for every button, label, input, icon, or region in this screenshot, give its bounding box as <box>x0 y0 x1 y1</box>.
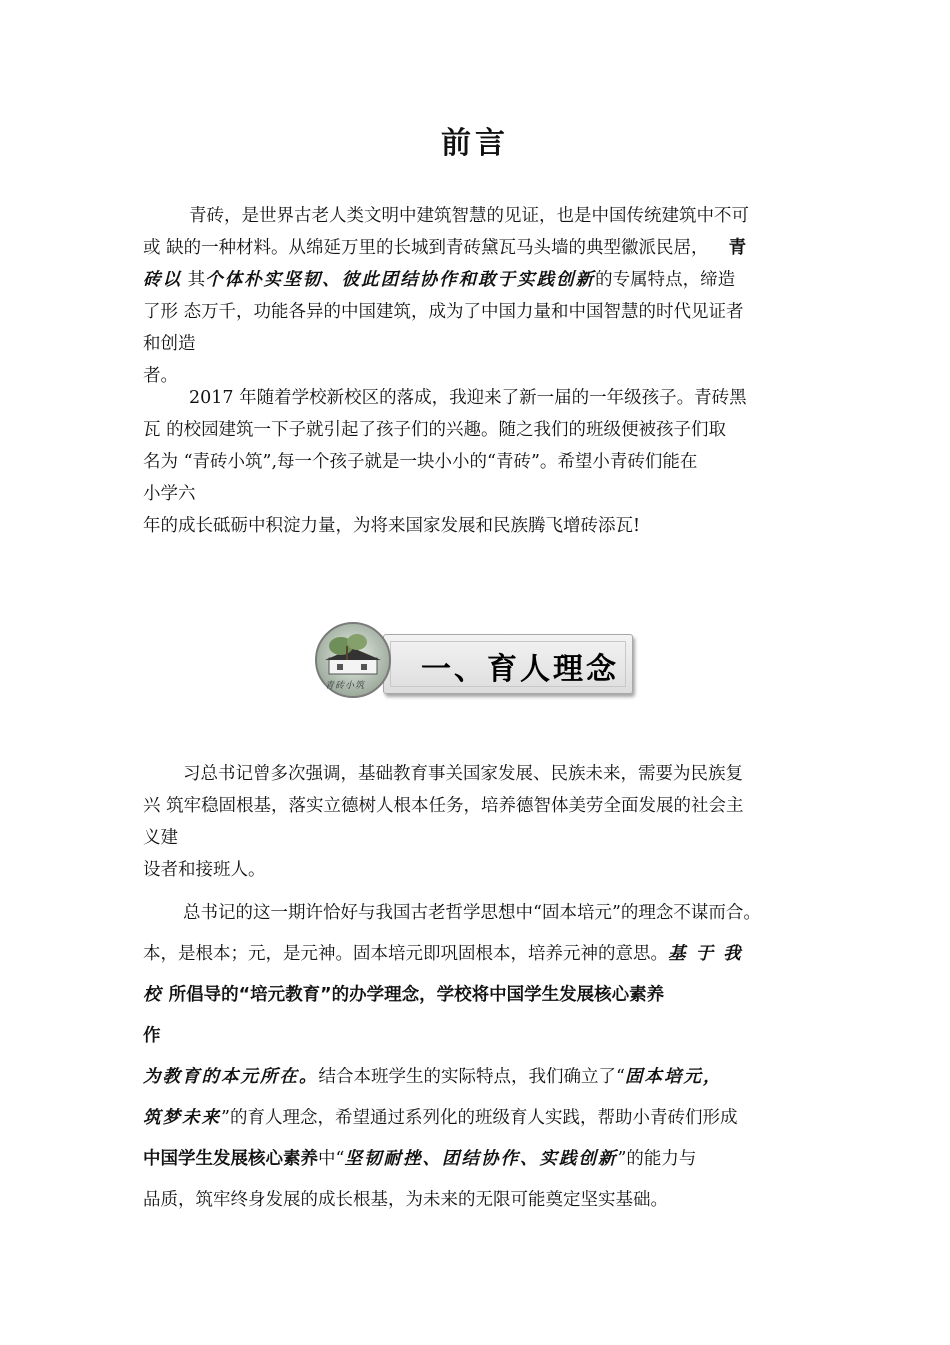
text-run-bold: 筑梦未来 <box>143 1108 221 1128</box>
text-run-bold: 中国学生发展核心素养 <box>143 1149 318 1169</box>
text-line: 和创造 <box>143 334 196 354</box>
text-line: 兴 筑牢稳固根基，落实立德树人根本任务，培养德智体美劳全面发展的社会主 <box>143 796 744 816</box>
text-line: 了形 态万千，功能各异的中国建筑，成为了中国力量和中国智慧的时代见证者 <box>143 302 744 322</box>
text-run-bold: 为教育的本元所在。 <box>143 1067 319 1087</box>
text-run-bold: 个体朴实坚韧、彼此团结协作和敢于实践创新 <box>205 270 596 290</box>
text-line: 2017 年随着学校新校区的落成，我迎来了新一届的一年级孩子。青砖黑 <box>189 388 747 408</box>
text-line: 者。 <box>143 366 178 386</box>
text-run: 结合本班学生的实际特点，我们确立了“ <box>318 1067 625 1087</box>
text-line <box>143 264 813 296</box>
text-run: 其 <box>182 270 206 290</box>
text-run: 本，是根本；元，是元神。固本培元即巩固根本，培养元神的意思。 <box>143 944 668 964</box>
section-paragraph-2 <box>143 893 813 1221</box>
text-line <box>143 934 813 975</box>
text-run: ”的育人理念，希望通过系列化的班级育人实践，帮助小青砖们形成 <box>221 1108 738 1128</box>
text-line: 设者和接班人。 <box>143 860 266 880</box>
text-run-bold: 校 <box>143 985 163 1005</box>
preface-paragraph-2 <box>143 382 813 542</box>
text-run: 的专属特点，缔造 <box>595 270 736 290</box>
text-run-bold: 所倡导的“培元教育”的办学理念，学校将中国学生发展核心素养 <box>162 985 665 1005</box>
text-line <box>143 1057 813 1098</box>
text-line: 作 <box>143 1026 161 1046</box>
section-title: 一、育人理念 <box>421 652 619 687</box>
text-run-bold: 坚韧耐挫、团结协作、实践创新 <box>344 1149 618 1169</box>
text-line <box>143 975 813 1016</box>
preface-paragraph-1 <box>143 200 813 392</box>
section-banner <box>313 620 635 700</box>
text-run-bold: 砖以 <box>143 270 182 290</box>
text-line <box>143 1098 813 1139</box>
text-run-bold: 青 <box>728 238 747 258</box>
text-line: 青砖，是世界古老人类文明中建筑智慧的见证，也是中国传统建筑中不可 <box>189 206 749 226</box>
text-line: 习总书记曾多次强调，基础教育事关国家发展、民族未来，需要为民族复 <box>183 764 743 784</box>
text-line: 品质，筑牢终身发展的成长根基，为未来的无限可能奠定坚实基础。 <box>143 1190 668 1210</box>
text-run: ”的能力与 <box>617 1149 697 1169</box>
text-line <box>143 232 813 264</box>
text-run: 中“ <box>318 1149 345 1169</box>
page-title: 前言 <box>441 126 509 161</box>
text-run: 或 缺的一种材料。从绵延万里的长城到青砖黛瓦马头墙的典型徽派民居， <box>143 238 709 258</box>
text-line: 年的成长砥砺中积淀力量，为将来国家发展和民族腾飞增砖添瓦! <box>143 516 641 536</box>
text-line <box>143 1139 813 1180</box>
text-line: 义建 <box>143 828 178 848</box>
text-line: 瓦 的校园建筑一下子就引起了孩子们的兴趣。随之我们的班级便被孩子们取 <box>143 420 727 440</box>
badge-caption: 青砖小筑 <box>325 681 366 691</box>
section-paragraph-1 <box>143 758 813 886</box>
text-line: 总书记的这一期许恰好与我国古老哲学思想中“固本培元”的理念不谋而合。 <box>183 903 761 923</box>
text-run-bold: 固本培元， <box>624 1067 723 1087</box>
text-line: 名为 “青砖小筑”,每一个孩子就是一块小小的“青砖”。希望小青砖们能在 <box>143 452 698 472</box>
text-line: 小学六 <box>143 484 196 504</box>
text-run-bold: 基 于 我 <box>668 944 743 964</box>
